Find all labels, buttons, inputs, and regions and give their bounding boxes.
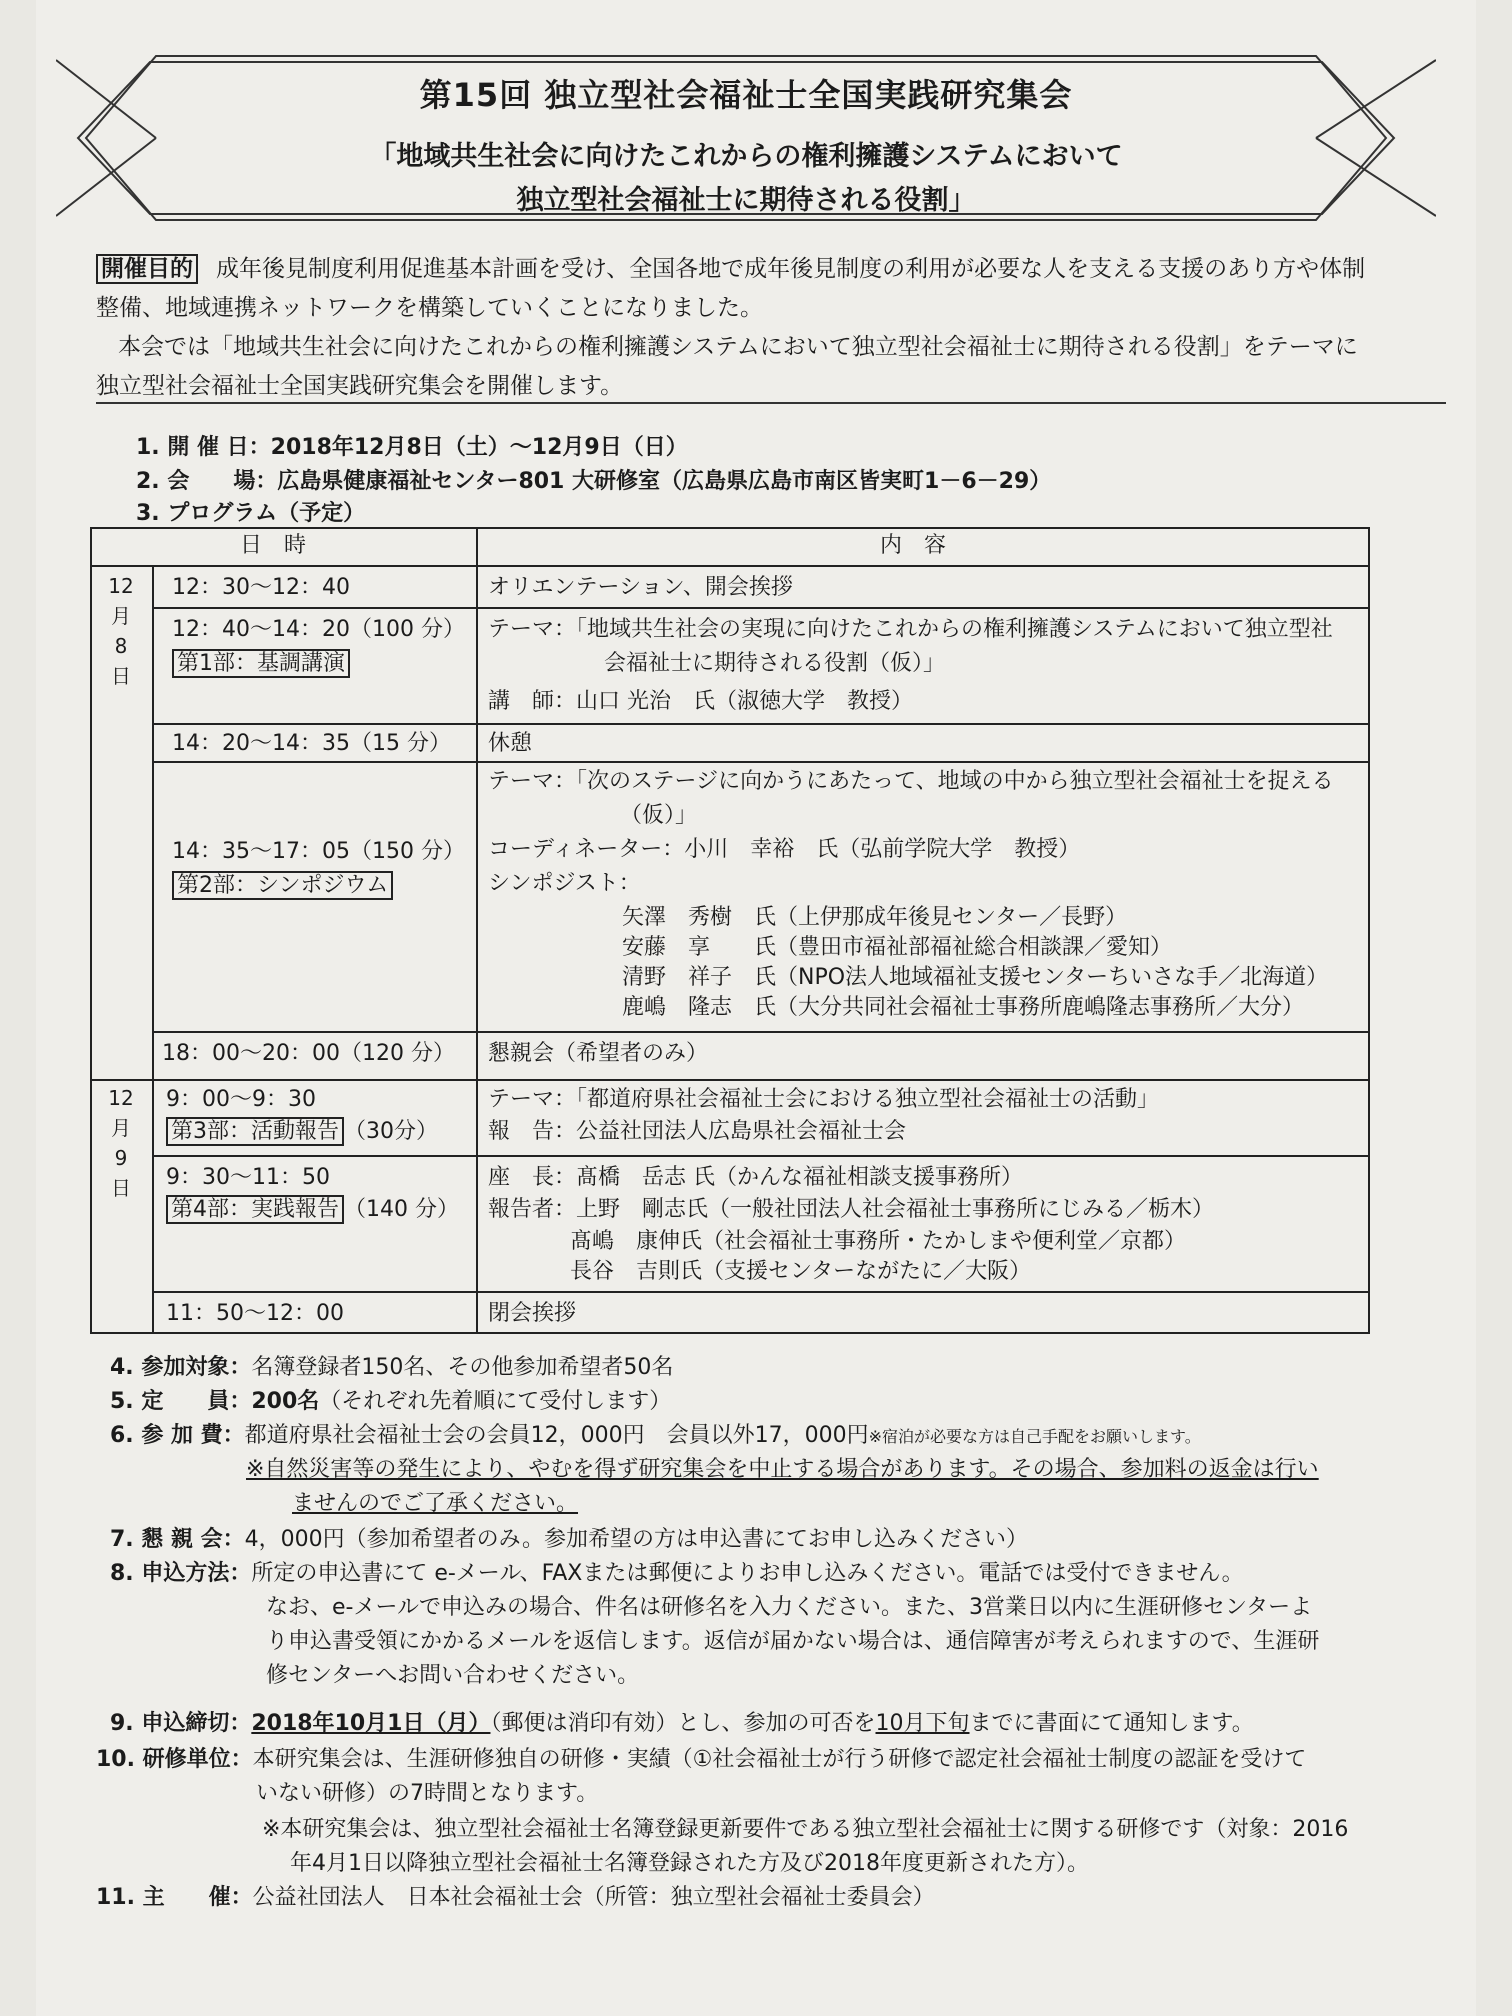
panelist: 矢澤 秀樹 氏（上伊那成年後見センター／長野）: [622, 905, 1128, 930]
item-unit: 10. 研修単位：本研究集会は、生涯研修独自の研修・実績（①社会福祉士が行う研修で認定社会福祉士制度の認証を受けて: [96, 1747, 1307, 1772]
apply-line2: なお、e-メールで申込みの場合、件名は研修名を入力ください。また、3営業日以内に生涯研修センターよ: [266, 1595, 1313, 1620]
header-datetime: 日 時: [240, 533, 307, 558]
section-divider: [96, 402, 1446, 404]
row-time: 14：20～14：35（15 分）: [172, 731, 451, 756]
item-capacity: 5. 定 員：200名（それぞれ先着順にて受付します）: [110, 1389, 672, 1414]
row-content: 閉会挨拶: [488, 1301, 577, 1326]
panelist: 鹿嶋 隆志 氏（大分共同社会福祉士事務所鹿嶋隆志事務所／大分）: [622, 995, 1305, 1020]
row-content: 会福祉士に期待される役割（仮）」: [604, 651, 946, 676]
item-deadline: 9. 申込締切：2018年10月1日（月）（郵便は消印有効）とし、参加の可否を10月下旬までに書面にて通知します。: [110, 1711, 1254, 1736]
row-content: 報告者：上野 剛志氏（一般社団法人社会福祉士事務所にじみる／栃木）: [488, 1197, 1215, 1222]
row-content: テーマ：「都道府県社会福祉士会における独立型社会福祉士の活動」: [488, 1087, 1160, 1112]
row-content: テーマ：「次のステージに向かうにあたって、地域の中から独立型社会福祉士を捉える: [488, 769, 1334, 794]
purpose-line4: 独立型社会福祉士全国実践研究集会を開催します。: [96, 373, 624, 399]
day2-label: 12 月 9 日: [108, 1086, 134, 1200]
apply-line4: 修センターへお問い合わせください。: [266, 1663, 640, 1688]
row-time: 11：50～12：00: [166, 1301, 344, 1326]
row-content: 報 告：公益社団法人広島県社会福祉士会: [488, 1119, 907, 1144]
row-content: テーマ：「地域共生社会の実現に向けたこれからの権利擁護システムにおいて独立型社: [488, 617, 1333, 642]
part2-label: 第2部：シンポジウム: [172, 871, 393, 900]
cancel-note-1: ※自然災害等の発生により、やむを得ず研究集会を中止する場合があります。その場合、参加料の返金は行い: [246, 1457, 1319, 1482]
event-theme-line2: 独立型社会福祉士に期待される役割」: [516, 185, 976, 216]
part1-label: 第1部：基調講演: [172, 649, 350, 678]
row-content: 長谷 吉則氏（支援センターながたに／大阪）: [570, 1259, 1032, 1284]
header-content: 内 容: [880, 533, 947, 558]
panelist: 安藤 享 氏（豊田市福祉部福祉総合相談課／愛知）: [622, 935, 1173, 960]
purpose-label: 開催目的: [96, 254, 198, 284]
panelist: 清野 祥子 氏（NPO法人地域福祉支援センターちいさな手／北海道）: [622, 965, 1329, 990]
title-banner: [56, 50, 1436, 226]
item-fee: 6. 参 加 費：都道府県社会福祉士会の会員12，000円 会員以外17，000円※宿泊が必要な方は自己手配をお願いします。: [110, 1423, 1201, 1448]
unit-line4: 年4月1日以降独立型社会福祉士名簿登録された方及び2018年度更新された方）。: [290, 1851, 1089, 1876]
row-content: コーディネーター：小川 幸裕 氏（弘前学院大学 教授）: [488, 837, 1081, 862]
item-program: 3. プログラム（予定）: [136, 501, 366, 526]
purpose-line1: 成年後見制度利用促進基本計画を受け、全国各地で成年後見制度の利用が必要な人を支える支援のあり方や体制: [216, 256, 1366, 282]
row-time: 14：35～17：05（150 分）: [172, 839, 465, 864]
row-content: 座 長：髙橋 岳志 氏（かんな福祉相談支援事務所）: [488, 1165, 1023, 1190]
row-content: シンポジスト：: [488, 871, 641, 896]
item-date: 1. 開 催 日：2018年12月8日（土）～12月9日（日）: [136, 435, 688, 460]
event-title: 第15回 独立型社会福祉士全国実践研究集会: [419, 76, 1073, 114]
row-content: 髙嶋 康伸氏（社会福祉士事務所・たかしまや便利堂／京都）: [570, 1229, 1187, 1254]
day1-label: 12 月 8 日: [108, 574, 134, 688]
row-time: 12：40～14：20（100 分）: [172, 617, 465, 642]
item-party: 7. 懇 親 会：4，000円（参加希望者のみ。参加希望の方は申込書にてお申し込みください）: [110, 1527, 1028, 1552]
row-time: 12：30～12：40: [172, 575, 350, 600]
event-theme-line1: 「地域共生社会に向けたこれからの権利擁護システムにおいて: [369, 141, 1123, 172]
apply-line3: り申込書受領にかかるメールを返信します。返信が届かない場合は、通信障害が考えられますので、生涯研: [266, 1629, 1320, 1654]
purpose-line2: 整備、地域連携ネットワークを構築していくことになりました。: [96, 295, 763, 321]
item-venue: 2. 会 場：広島県健康福祉センター801 大研修室（広島県広島市南区皆実町1－6－29）: [136, 469, 1052, 494]
unit-line3: ※本研究集会は、独立型社会福祉士名簿登録更新要件である独立型社会福祉士に関する研修です（対象：2016: [262, 1817, 1349, 1842]
purpose-line3: 本会では「地域共生社会に向けたこれからの権利擁護システムにおいて独立型社会福祉士に期待される役割」をテーマに: [118, 334, 1358, 360]
program-table: 日 時 内 容 12 月 8 日 12 月 9 日 12：30～12：40 オリエンテーション、開会挨拶 12：40～14：20（100 分） 第1部：基調講演 テーマ：「地域共生社会の実現に向けたこれからの権利擁護システムにおいて独立型社 会福祉士に期待される役割（仮）」 講 師：山口 光治 氏（淑徳大学 教授） 14：20～14：35（15 分） 休憩 14：35～17：05（150 分） 第2部：シンポジウム テーマ：「次のステージに向かうにあたって、地域の中から独立型社会福祉士を捉える （仮）」 コーディネーター：小川 幸裕 氏（弘前学院大学 教授） シンポジスト： 矢澤 秀樹 氏（上伊那成年後見センター／長野） 安藤 享 氏（豊田市福祉部福祉総合相談課／愛知） 清野 祥子 氏（NPO法人地域福祉支援センターちいさな手／北海道） 鹿嶋 隆志 氏（大分共同社会福祉士事務所鹿嶋隆志事務所／大分） 18：00～20：00（120 分） 懇親会（希望者のみ） 9：00～9：30 第3部：活動報告 （30分） テーマ：「都道府県社会福祉士会における独立型社会福祉士の活動」 報 告：公益社団法人広島県社会福祉士会 9：30～11：50 第4部：実践報告 （140 分） 座 長：髙橋 岳志 氏（かんな福祉相談支援事務所） 報告者：上野 剛志氏（一般社団法人社会福祉士事務所にじみる／栃木） 髙嶋 康伸氏（社会福祉士事務所・たかしまや便利堂／京都） 長谷 吉則氏（支援センターながたに／大阪） 11：50～12：00 閉会挨拶: [90, 527, 1370, 1334]
row-content: 休憩: [488, 731, 533, 756]
row-time: 9：30～11：50: [166, 1165, 330, 1190]
item-host: 11. 主 催：公益社団法人 日本社会福祉士会（所管：独立型社会福祉士委員会）: [96, 1885, 935, 1910]
row-time: 9：00～9：30: [166, 1087, 316, 1112]
purpose-paragraph: [96, 250, 1452, 406]
row-content: オリエンテーション、開会挨拶: [488, 575, 793, 600]
part4-label: 第4部：実践報告: [166, 1195, 344, 1224]
row-content: 講 師：山口 光治 氏（淑徳大学 教授）: [488, 689, 913, 714]
cancel-note-2: ませんのでご了承ください。: [292, 1491, 579, 1516]
row-time: 18：00～20：00（120 分）: [162, 1041, 455, 1066]
row-content: （仮）」: [620, 803, 698, 828]
part3-label: 第3部：活動報告: [166, 1117, 344, 1146]
row-content: 懇親会（希望者のみ）: [488, 1041, 709, 1066]
item-target: 4. 参加対象：名簿登録者150名、その他参加希望者50名: [110, 1355, 674, 1380]
item-apply: 8. 申込方法：所定の申込書にて e-メール、FAXまたは郵便によりお申し込みください。電話では受付できません。: [110, 1561, 1244, 1586]
unit-line2: いない研修）の7時間となります。: [256, 1781, 599, 1806]
